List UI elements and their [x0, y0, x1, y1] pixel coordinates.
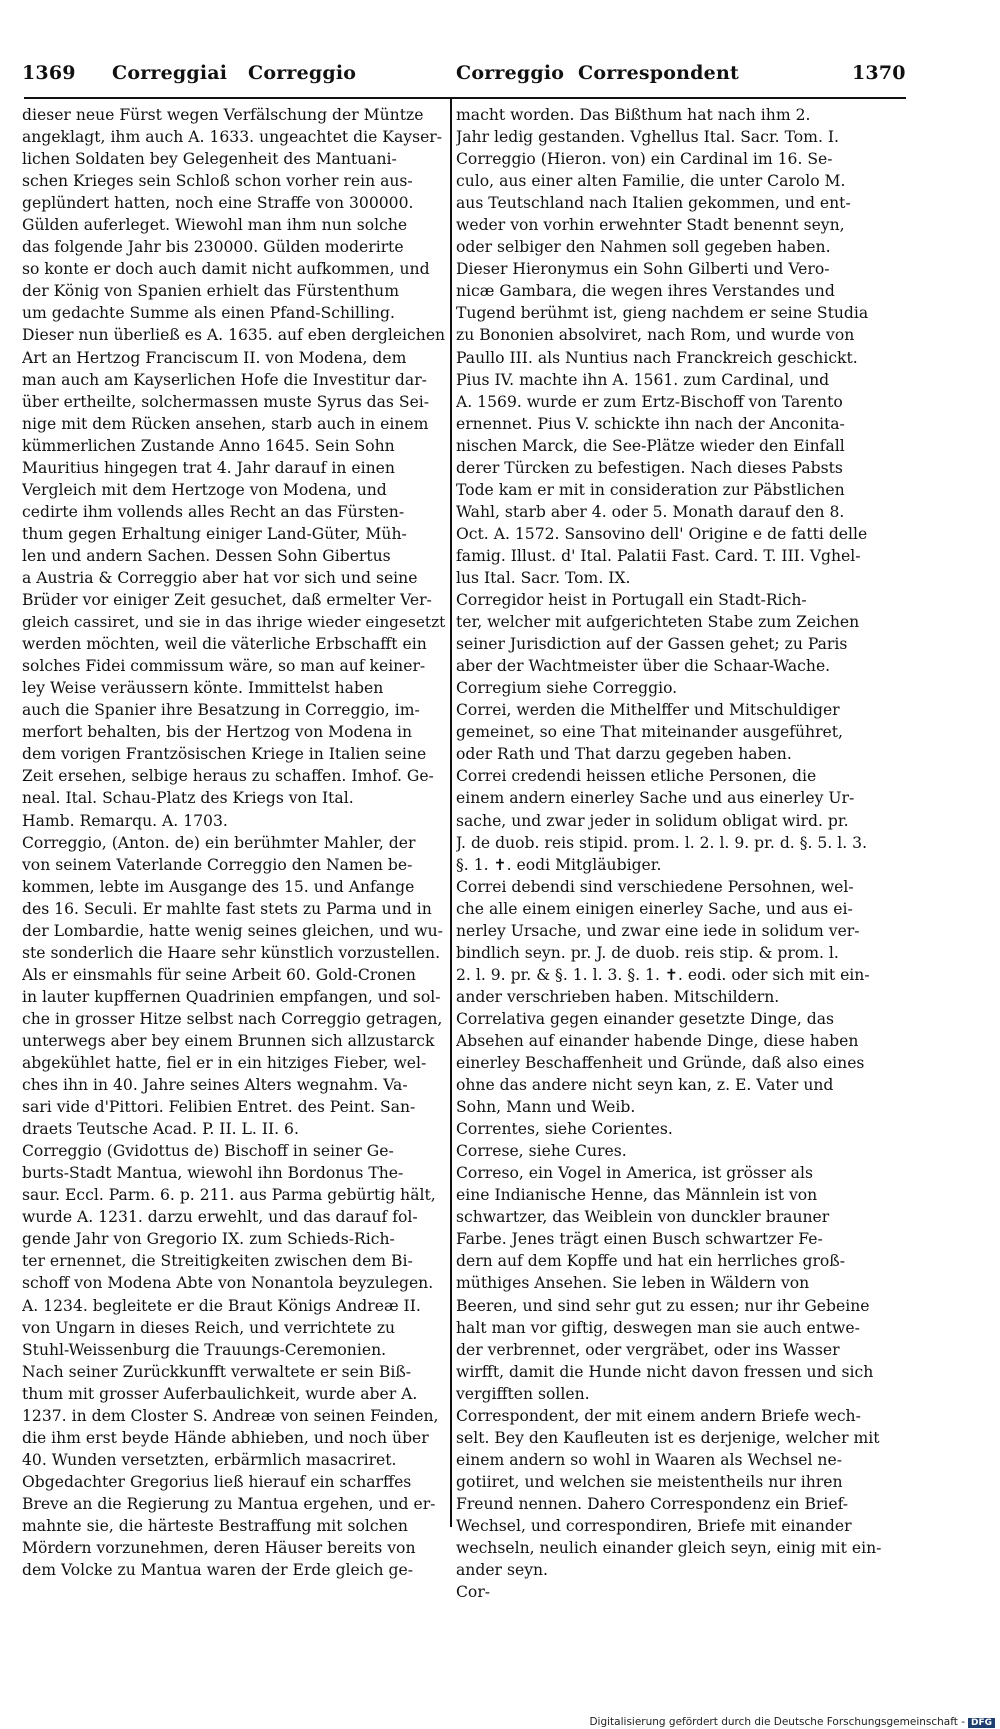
text-line: Breve an die Regierung zu Mantua ergehen, und er-: [22, 1494, 436, 1513]
text-line: aus Teutschland nach Italien gekommen, und ent-: [456, 194, 851, 213]
text-line: ste sonderlich die Haare sehr künstlich vorzustellen.: [22, 943, 441, 962]
text-line: Corregidor heist in Portugall ein Stadt-Rich-: [456, 591, 807, 610]
text-line: che alle einem einigen einerley Sache, und aus ei-: [456, 899, 853, 918]
text-line: eine Indianische Henne, das Männlein ist von: [456, 1186, 818, 1205]
text-line: Art an Hertzog Franciscum II. von Modena, dem: [22, 348, 407, 367]
text-line: ter, welcher mit aufgerichteten Stabe zum Zeichen: [456, 613, 860, 632]
text-line: halt man vor giftig, deswegen man sie auch entwe-: [456, 1318, 860, 1337]
text-line: ter ernennet, die Streitigkeiten zwischen dem Bi-: [22, 1252, 413, 1271]
text-line: §. 1. ✝. eodi Mitgläubiger.: [456, 855, 662, 874]
text-line: Zeit ersehen, selbige heraus zu schaffen. Imhof. Ge-: [22, 767, 434, 786]
text-line: oder selbiger den Nahmen soll gegeben haben.: [456, 238, 831, 257]
text-line: Correggio (Hieron. von) ein Cardinal im 16. Se-: [456, 150, 833, 169]
text-line: sache, und zwar jeder in solidum obligat wird. pr.: [456, 811, 849, 830]
text-line: oder Rath und That darzu gegeben haben.: [456, 745, 792, 764]
right-column: [456, 104, 900, 1603]
text-line: ander verschrieben haben. Mitschildern.: [456, 987, 780, 1006]
text-line: Mauritius hingegen trat 4. Jahr darauf in einen: [22, 458, 395, 477]
text-line: kommen, lebte im Ausgange des 15. und Anfange: [22, 877, 415, 896]
text-line: um gedachte Summe als einen Pfand-Schilling.: [22, 304, 395, 323]
text-line: Correi debendi sind verschiedene Persohnen, wel-: [456, 877, 854, 896]
header-rule: [24, 97, 906, 99]
text-line: über ertheilte, solchermassen muste Syrus das Sei-: [22, 392, 430, 411]
text-line: merfort behalten, bis der Hertzog von Modena in: [22, 723, 413, 742]
text-line: wirfft, damit die Hunde nicht davon fressen und sich: [456, 1362, 874, 1381]
footer-text: Digitalisierung gefördert durch die Deutsche Forschungsgemeinschaft -: [589, 1716, 965, 1728]
text-line: gende Jahr von Gregorio IX. zum Schieds-Rich-: [22, 1230, 395, 1249]
text-line: mahnte sie, die härteste Bestraffung mit solchen: [22, 1517, 408, 1535]
text-line: Als er einsmahls für seine Arbeit 60. Gold-Cronen: [22, 965, 416, 984]
page-number-right: 1370: [852, 62, 906, 84]
text-line: auch die Spanier ihre Besatzung in Correggio, im-: [22, 701, 420, 720]
text-line: so konte er doch auch damit nicht aufkommen, und: [22, 260, 430, 279]
running-head-3: Correggio: [456, 62, 565, 84]
running-head-4: Correspondent: [578, 62, 739, 84]
text-line: neal. Ital. Schau-Platz des Kriegs von Ital.: [22, 789, 354, 808]
text-line: dem vorigen Frantzösischen Kriege in Italien seine: [22, 745, 427, 764]
text-line: Correntes, siehe Corientes.: [456, 1120, 673, 1139]
text-line: müthiges Ansehen. Sie leben in Wäldern von: [456, 1274, 810, 1293]
text-line: saur. Eccl. Parm. 6. p. 211. aus Parma gebürtig hält,: [22, 1186, 436, 1205]
text-line: geplündert hatten, noch eine Straffe von 300000.: [22, 194, 414, 213]
text-line: ernennet. Pius V. schickte ihn nach der Anconita-: [456, 414, 845, 433]
text-line: dieser neue Fürst wegen Verfälschung der Müntze: [22, 106, 424, 124]
text-line: Dieser nun überließ es A. 1635. auf eben dergleichen: [22, 326, 445, 345]
text-line: Correse, siehe Cures.: [456, 1142, 627, 1161]
text-line: sari vide d'Pittori. Felibien Entret. des Peint. San-: [22, 1098, 416, 1117]
text-line: lus Ital. Sacr. Tom. IX.: [456, 568, 631, 587]
text-line: Pius IV. machte ihn A. 1561. zum Cardinal, und: [456, 370, 830, 389]
text-line: schen Krieges sein Schloß schon vorher rein aus-: [22, 172, 413, 191]
text-line: A. 1569. wurde er zum Ertz-Bischoff von Tarento: [456, 392, 843, 411]
text-line: Jahr ledig gestanden. Vghellus Ital. Sacr. Tom. I.: [456, 128, 839, 147]
text-line: Cor-: [456, 1583, 491, 1602]
running-head-1: Correggiai: [112, 62, 228, 84]
text-line: Nach seiner Zurückkunfft verwaltete er sein Biß-: [22, 1362, 412, 1381]
text-line: Oct. A. 1572. Sansovino dell' Origine e de fatti delle: [456, 524, 868, 543]
text-line: zu Bononien absolviret, nach Rom, und wurde von: [456, 326, 855, 345]
text-line: Brüder vor einiger Zeit gesuchet, daß ermelter Ver-: [22, 591, 432, 610]
text-line: macht worden. Das Bißthum hat nach ihm 2.: [456, 106, 811, 124]
text-line: des 16. Seculi. Er mahlte fast stets zu Parma und in: [22, 899, 432, 918]
text-line: famig. Illust. d' Ital. Palatii Fast. Card. T. III. Vghel-: [456, 546, 861, 565]
text-line: schwartzer, das Weiblein von dunckler brauner: [456, 1208, 830, 1227]
text-line: Hamb. Remarqu. A. 1703.: [22, 811, 228, 830]
text-line: Correspondent, der mit einem andern Briefe wech-: [456, 1406, 861, 1425]
text-line: ley Weise veräussern könte. Immittelst haben: [22, 679, 384, 698]
text-line: lichen Soldaten bey Gelegenheit des Mantuani-: [22, 150, 397, 169]
text-line: che in grosser Hitze selbst nach Correggio getragen,: [22, 1009, 443, 1028]
text-line: nicæ Gambara, die wegen ihres Verstandes und: [456, 282, 835, 301]
text-line: die ihm erst beyde Hände abhieben, und noch über: [22, 1428, 429, 1447]
text-line: nige mit dem Rücken ansehen, starb auch in einem: [22, 414, 429, 433]
text-line: abgekühlet hatte, fiel er in ein hitziges Fieber, wel-: [22, 1054, 427, 1073]
text-line: Dieser Hieronymus ein Sohn Gilberti und Vero-: [456, 260, 830, 279]
text-line: 40. Wunden versetzten, erbärmlich masacriret.: [22, 1450, 397, 1469]
text-line: seiner Jurisdiction auf der Gassen gehet; zu Paris: [456, 635, 848, 654]
text-line: A. 1234. begleitete er die Braut Königs Andreæ II.: [22, 1296, 421, 1315]
text-line: aber der Wachtmeister über die Schaar-Wache.: [456, 657, 831, 676]
text-line: len und andern Sachen. Dessen Sohn Gibertus: [22, 546, 391, 565]
text-line: wurde A. 1231. darzu erwehlt, und das darauf fol-: [22, 1208, 418, 1227]
running-head-2: Correggio: [248, 62, 357, 84]
text-line: einerley Beschaffenheit und Gründe, daß also eines: [456, 1054, 865, 1073]
text-line: von seinem Vaterlande Correggio den Namen be-: [22, 855, 413, 874]
text-line: der König von Spanien erhielt das Fürstenthum: [22, 282, 400, 301]
text-line: derer Türcken zu befestigen. Nach dieses Pabsts: [456, 458, 843, 477]
digitization-footer: [0, 1716, 995, 1728]
text-line: in lauter kupffernen Quadrinien empfangen, und sol-: [22, 987, 441, 1006]
text-line: kümmerlichen Zustande Anno 1645. Sein Sohn: [22, 436, 395, 455]
text-line: wechseln, neulich einander gleich seyn, einig mit ein-: [456, 1539, 882, 1558]
text-line: Correi, werden die Mithelffer und Mitschuldiger: [456, 701, 840, 720]
text-line: bindlich seyn. pr. J. de duob. reis stip. & prom. l.: [456, 943, 839, 962]
text-line: Wahl, starb aber 4. oder 5. Monath darauf den 8.: [456, 502, 845, 521]
text-line: thum gegen Erhaltung einiger Land-Güter, Müh-: [22, 524, 407, 543]
page-number-left: 1369: [22, 62, 76, 84]
text-line: nerley Ursache, und zwar eine iede in solidum ver-: [456, 921, 860, 940]
text-line: ohne das andere nicht seyn kan, z. E. Vater und: [456, 1076, 834, 1095]
text-line: Correlativa gegen einander gesetzte Dinge, das: [456, 1009, 835, 1028]
text-line: selt. Bey den Kaufleuten ist es derjenige, welcher mit: [456, 1428, 880, 1447]
text-line: vergifften sollen.: [456, 1384, 590, 1403]
text-line: ander seyn.: [456, 1561, 549, 1580]
text-line: dem Volcke zu Mantua waren der Erde gleich ge-: [22, 1561, 413, 1580]
text-line: schoff von Modena Abte von Nonantola beyzulegen.: [22, 1274, 434, 1293]
text-line: gotiiret, und welchen sie meistentheils nur ihren: [456, 1472, 843, 1491]
dfg-logo: DFG: [968, 1718, 995, 1728]
text-line: culo, aus einer alten Familie, die unter Carolo M.: [456, 172, 846, 191]
text-line: Farbe. Jenes trägt einen Busch schwartzer Fe-: [456, 1230, 823, 1249]
text-line: unterwegs aber bey einem Brunnen sich allzustarck: [22, 1031, 435, 1050]
text-line: Mördern vorzunehmen, deren Häuser bereits von: [22, 1539, 416, 1558]
text-line: 2. l. 9. pr. & §. 1. l. 3. §. 1. ✝. eodi. oder sich mit ein-: [456, 965, 870, 984]
text-line: Corregium siehe Correggio.: [456, 679, 678, 698]
column-divider: [450, 99, 452, 1527]
text-line: der Lombardie, hatte wenig seines gleichen, und wu-: [22, 921, 443, 940]
text-line: der verbrennet, oder vergräbet, oder ins Wasser: [456, 1340, 840, 1359]
text-line: gleich cassiret, und sie in das ihrige wieder eingesetzt: [22, 613, 445, 632]
text-line: Correggio (Gvidottus de) Bischoff in seiner Ge-: [22, 1142, 394, 1161]
text-line: von Ungarn in dieses Reich, und verrichtete zu: [22, 1318, 396, 1337]
left-column: [22, 104, 445, 1581]
text-line: Paullo III. als Nuntius nach Franckreich geschickt.: [456, 348, 858, 367]
text-line: weder von vorhin erwehnter Stadt benennt seyn,: [456, 216, 845, 235]
text-line: J. de duob. reis stipid. prom. l. 2. l. 9. pr. d. §. 5. l. 3.: [456, 833, 868, 852]
text-line: angeklagt, ihm auch A. 1633. ungeachtet die Kayser-: [22, 128, 443, 147]
text-line: Sohn, Mann und Weib.: [456, 1098, 636, 1117]
text-line: cedirte ihm vollends alles Recht an das Fürsten-: [22, 502, 405, 521]
text-line: Correggio, (Anton. de) ein berühmter Mahler, der: [22, 833, 416, 852]
text-line: man auch am Kayserlichen Hofe die Investitur dar-: [22, 370, 427, 389]
text-line: Gülden auferleget. Wiewohl man ihm nun solche: [22, 216, 408, 235]
text-line: thum mit grosser Auferbaulichkeit, wurde aber A.: [22, 1384, 418, 1403]
text-line: a Austria & Correggio aber hat vor sich und seine: [22, 568, 418, 587]
text-line: einem andern einerley Sache und aus einerley Ur-: [456, 789, 855, 808]
text-line: burts-Stadt Mantua, wiewohl ihn Bordonus The-: [22, 1164, 404, 1183]
text-line: solches Fidei commissum wäre, so man auf keiner-: [22, 657, 426, 676]
text-line: Absehen auf einander habende Dinge, diese haben: [456, 1031, 859, 1050]
text-line: Tode kam er mit in consideration zur Päbstlichen: [456, 480, 845, 499]
text-line: draets Teutsche Acad. P. II. L. II. 6.: [22, 1120, 299, 1139]
text-line: Vergleich mit dem Hertzoge von Modena, und: [22, 480, 387, 499]
text-line: Freund nennen. Dahero Correspondenz ein Brief-: [456, 1494, 849, 1513]
text-line: Correi credendi heissen etliche Personen, die: [456, 767, 817, 786]
text-line: 1237. in dem Closter S. Andreæ von seinen Feinden,: [22, 1406, 439, 1425]
text-line: werden möchten, weil die väterliche Erbschafft ein: [22, 635, 427, 654]
text-line: gemeinet, so eine That miteinander ausgeführet,: [456, 723, 843, 742]
text-line: Obgedachter Gregorius ließ hierauf ein scharffes: [22, 1472, 412, 1491]
text-line: ches ihn in 40. Jahre seines Alters wegnahm. Va-: [22, 1076, 408, 1095]
text-line: einem andern so wohl in Waaren als Wechsel ne-: [456, 1450, 842, 1469]
text-line: Tugend berühmt ist, gieng nachdem er seine Studia: [456, 304, 869, 323]
text-line: Stuhl-Weissenburg die Trauungs-Ceremonien.: [22, 1340, 387, 1359]
text-line: dern auf dem Kopffe und hat ein herrliches groß-: [456, 1252, 845, 1271]
text-line: nischen Marck, die See-Plätze wieder den Einfall: [456, 436, 845, 455]
text-line: das folgende Jahr bis 230000. Gülden moderirte: [22, 238, 404, 257]
text-line: Correso, ein Vogel in America, ist grösser als: [456, 1164, 813, 1183]
text-line: Wechsel, und correspondiren, Briefe mit einander: [456, 1517, 852, 1535]
text-line: Beeren, und sind sehr gut zu essen; nur ihr Gebeine: [456, 1296, 870, 1315]
page-header: [0, 62, 1000, 94]
